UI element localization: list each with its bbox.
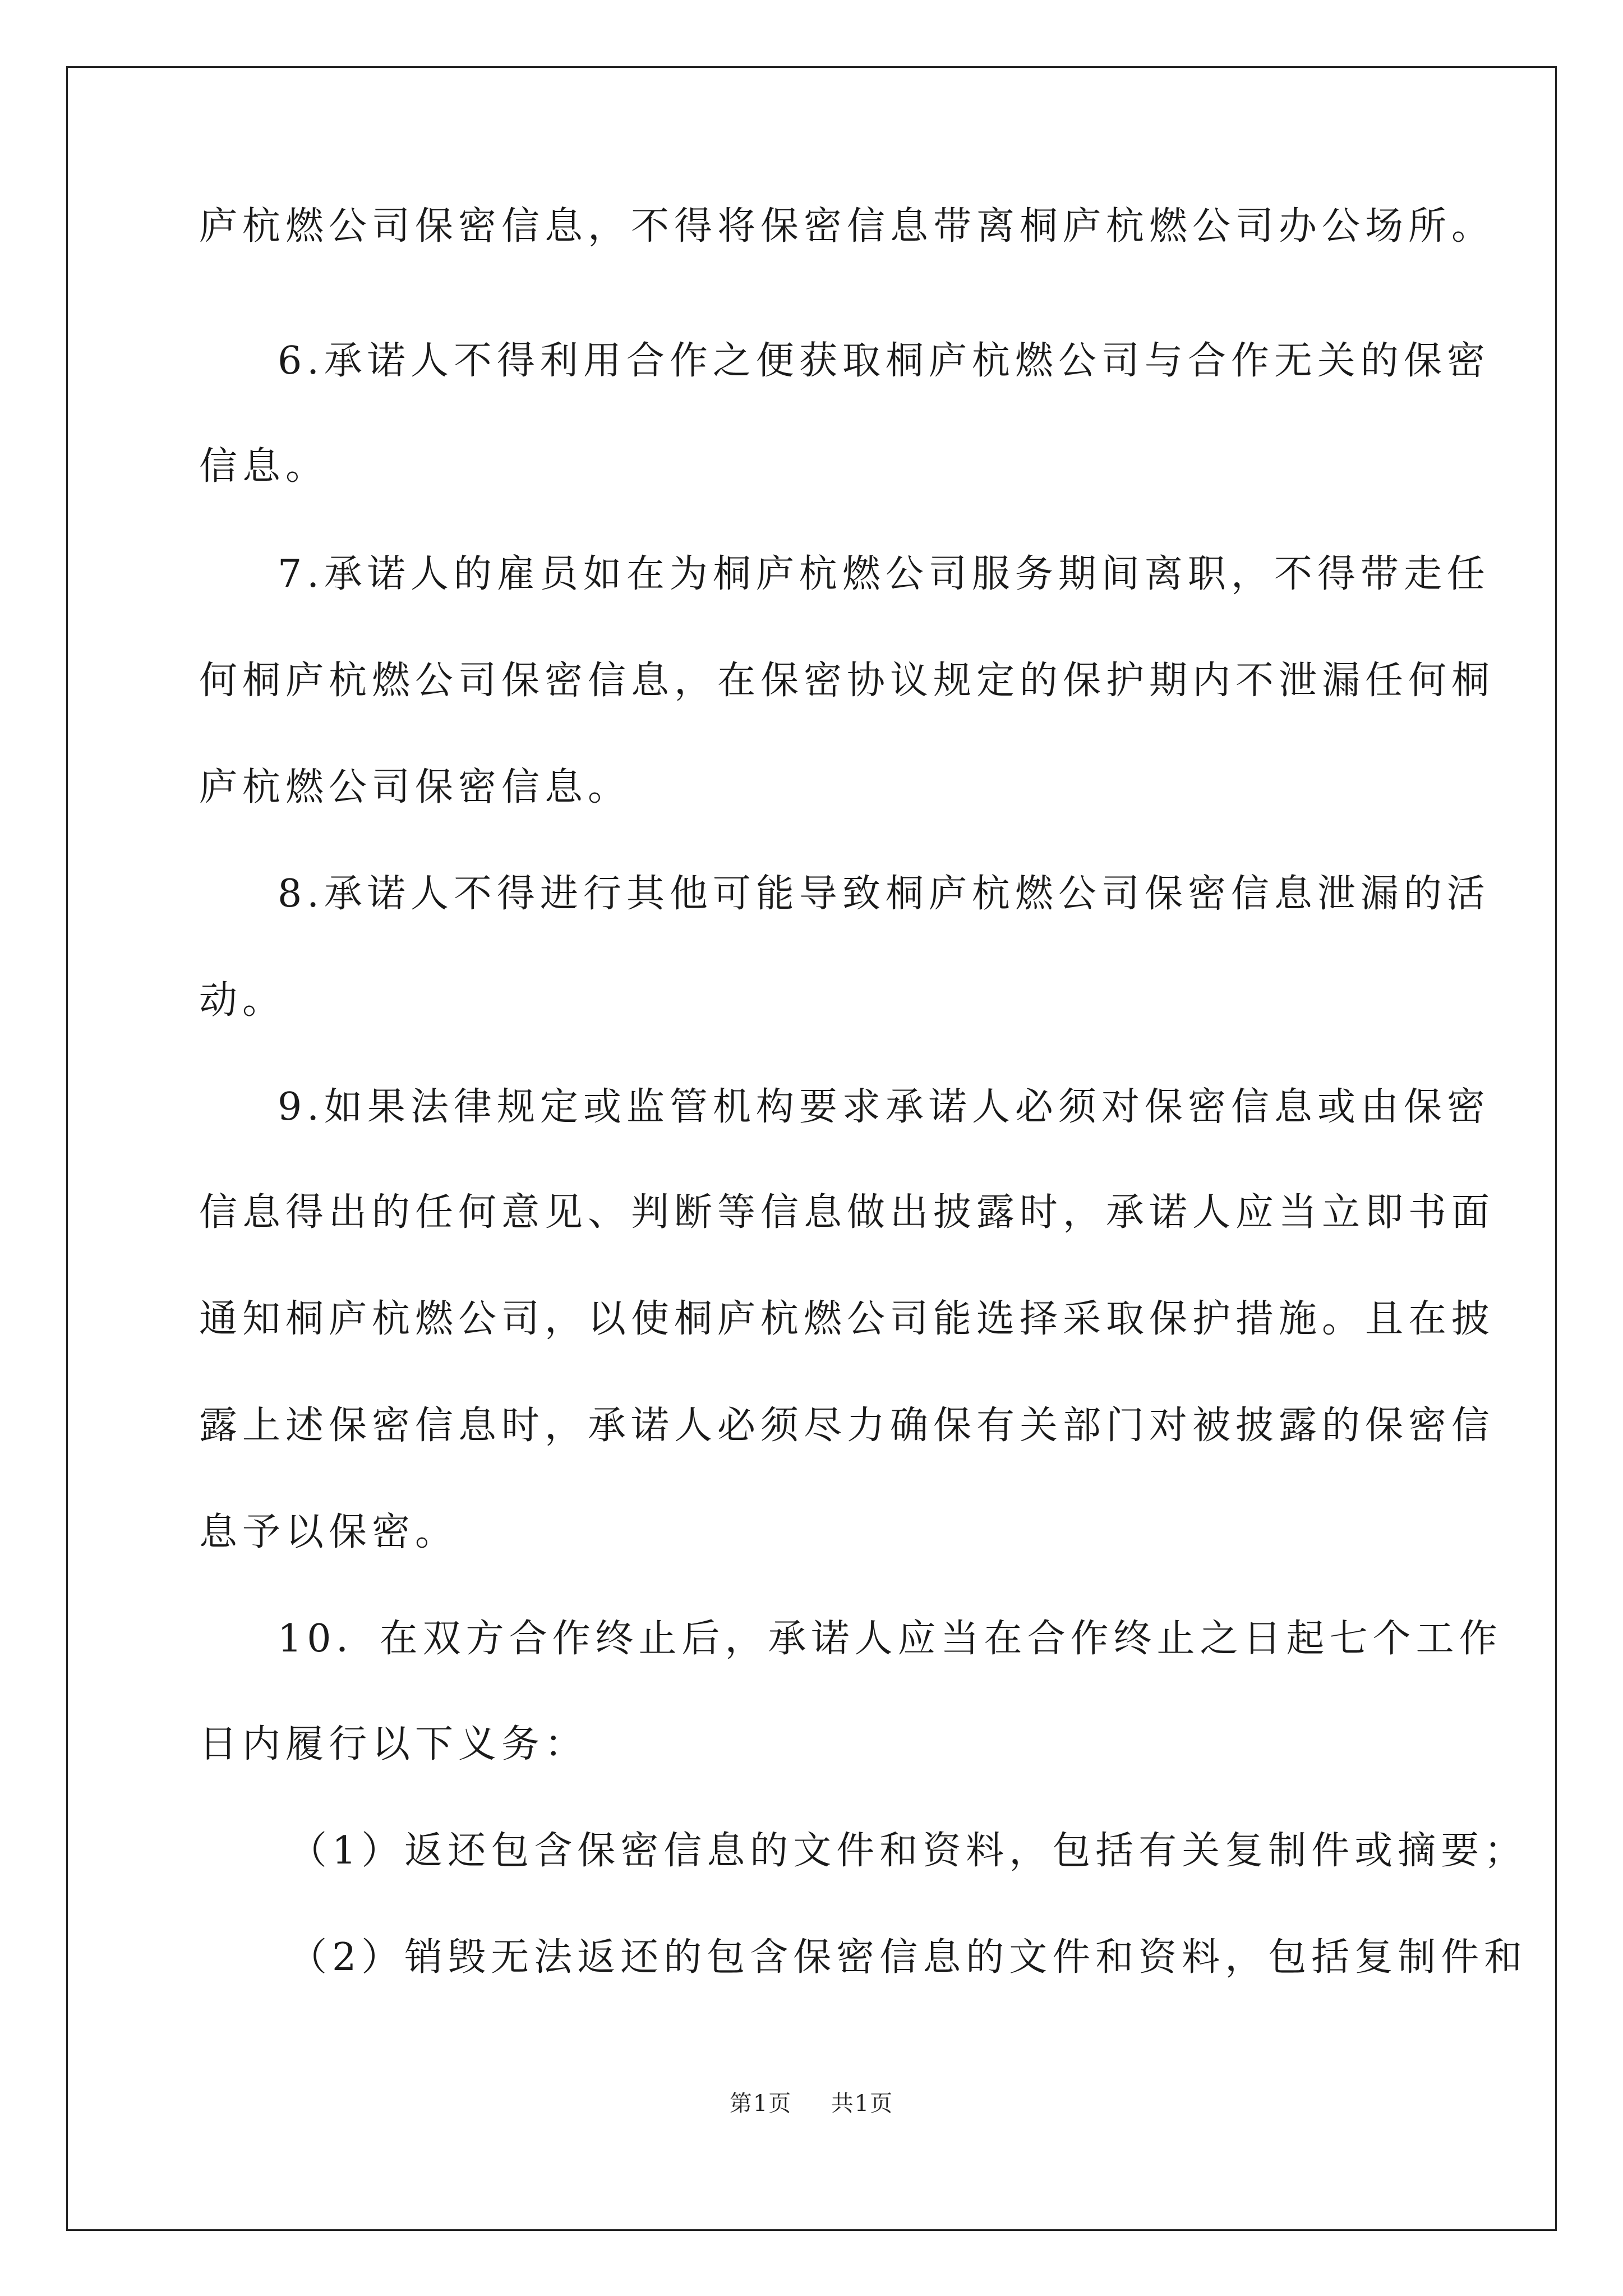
text-line: 动。 <box>199 978 286 1023</box>
text-line: 6.承诺人不得利用合作之便获取桐庐杭燃公司与合作无关的保密 <box>278 339 1490 383</box>
page-total: 共1页 <box>831 2091 894 2116</box>
text-line: 信息。 <box>199 444 329 489</box>
text-line: 息予以保密。 <box>199 1510 459 1554</box>
text-line: 日内履行以下义务： <box>199 1722 588 1766</box>
text-line: 何桐庐杭燃公司保密信息，在保密协议规定的保护期内不泄漏任何桐 <box>199 659 1495 703</box>
text-line: 9.如果法律规定或监管机构要求承诺人必须对保密信息或由保密 <box>278 1085 1490 1129</box>
text-line: 庐杭燃公司保密信息。 <box>199 765 631 809</box>
text-line: （2）销毁无法返还的包含保密信息的文件和资料，包括复制件和 <box>289 1935 1528 1980</box>
page-number: 第1页 <box>729 2091 792 2116</box>
text-line: （1）返还包含保密信息的文件和资料，包括有关复制件或摘要； <box>289 1829 1528 1873</box>
text-line: 8.承诺人不得进行其他可能导致桐庐杭燃公司保密信息泄漏的活 <box>278 872 1490 916</box>
text-line: 通知桐庐杭燃公司，以使桐庐杭燃公司能选择采取保护措施。且在披 <box>199 1297 1495 1341</box>
text-line: 庐杭燃公司保密信息，不得将保密信息带离桐庐杭燃公司办公场所。 <box>199 204 1495 249</box>
text-line: 露上述保密信息时，承诺人必须尽力确保有关部门对被披露的保密信 <box>199 1404 1495 1448</box>
text-line: 信息得出的任何意见、判断等信息做出披露时，承诺人应当立即书面 <box>199 1190 1495 1235</box>
text-line: 7.承诺人的雇员如在为桐庐杭燃公司服务期间离职，不得带走任 <box>278 552 1490 596</box>
page-footer <box>0 2086 1623 2118</box>
page-border <box>66 66 1557 2231</box>
text-line: 10．在双方合作终止后，承诺人应当在合作终止之日起七个工作 <box>278 1617 1502 1661</box>
